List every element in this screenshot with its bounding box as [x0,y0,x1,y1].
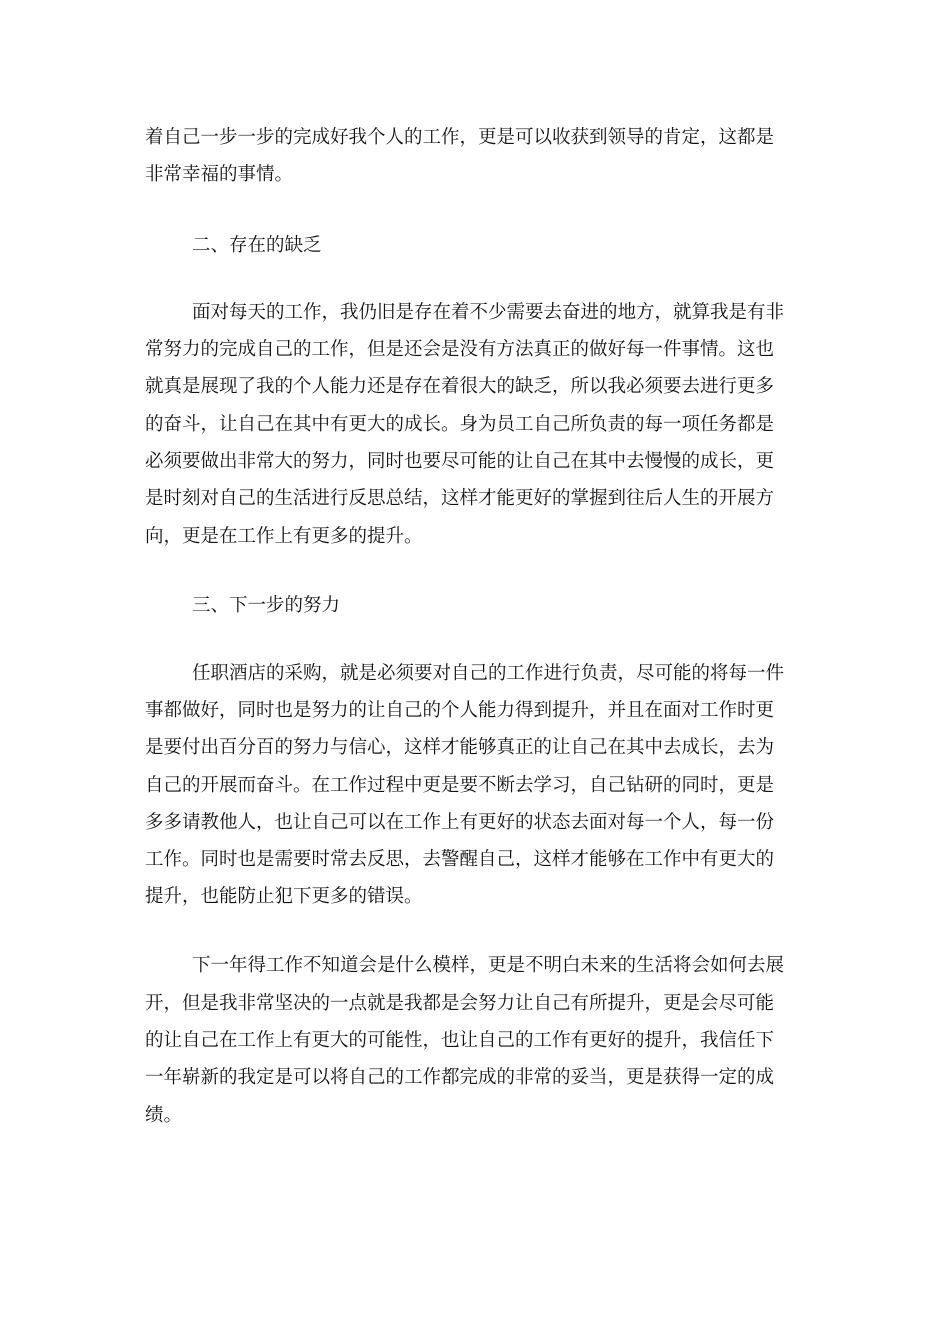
paragraph-line: 下一年得工作不知道会是什么模样，更是不明白未来的生活将会如何去展 [192,955,785,976]
paragraph-line: 着自己一步一步的完成好我个人的工作，更是可以收获到领导的肯定，这都是 [145,127,775,148]
paragraph-line: 常努力的完成自己的工作，但是还会是没有方法真正的做好每一件事情。这也 [145,339,775,360]
paragraph-line: 工作。同时也是需要时常去反思，去警醒自己，这样才能够在工作中有更大的 [145,849,775,870]
paragraph-line: 就真是展现了我的个人能力还是存在着很大的缺乏，所以我必须要去进行更多 [145,376,775,397]
section-heading-shortcomings: 二、存在的缺乏 [192,235,322,256]
paragraph-line: 多多请教他人，也让自己可以在工作上有更好的状态去面对每一个人，每一份 [145,812,775,833]
paragraph-line: 必须要做出非常大的努力，同时也要尽可能的让自己在其中去慢慢的成长，更 [145,451,775,472]
paragraph-line: 开，但是我非常坚决的一点就是我都是会努力让自己有所提升，更是会尽可能 [145,993,775,1014]
paragraph-line: 任职酒店的采购，就是必须要对自己的工作进行负责，尽可能的将每一件 [192,663,785,684]
paragraph-line: 一年崭新的我定是可以将自己的工作都完成的非常的妥当，更是获得一定的成 [145,1067,775,1088]
paragraph-line: 非常幸福的事情。 [145,164,294,185]
paragraph-line: 是时刻对自己的生活进行反思总结，这样才能更好的掌握到往后人生的开展方 [145,488,775,509]
paragraph-line: 自己的开展而奋斗。在工作过程中更是要不断去学习，自己钻研的同时，更是 [145,775,775,796]
paragraph-line: 的让自己在工作上有更大的可能性，也让自己的工作有更好的提升，我信任下 [145,1030,775,1051]
section-heading-next-steps: 三、下一步的努力 [192,595,341,616]
paragraph-line: 事都做好，同时也是努力的让自己的个人能力得到提升，并且在面对工作时更 [145,700,775,721]
paragraph-line: 的奋斗，让自己在其中有更大的成长。身为员工自己所负责的每一项任务都是 [145,414,775,435]
paragraph-line: 绩。 [145,1105,183,1126]
paragraph-line: 提升，也能防止犯下更多的错误。 [145,886,423,907]
paragraph-line: 面对每天的工作，我仍旧是存在着不少需要去奋进的地方，就算我是有非 [192,302,785,323]
paragraph-line: 向，更是在工作上有更多的提升。 [145,526,423,547]
paragraph-line: 是要付出百分百的努力与信心，这样才能够真正的让自己在其中去成长，去为 [145,737,775,758]
